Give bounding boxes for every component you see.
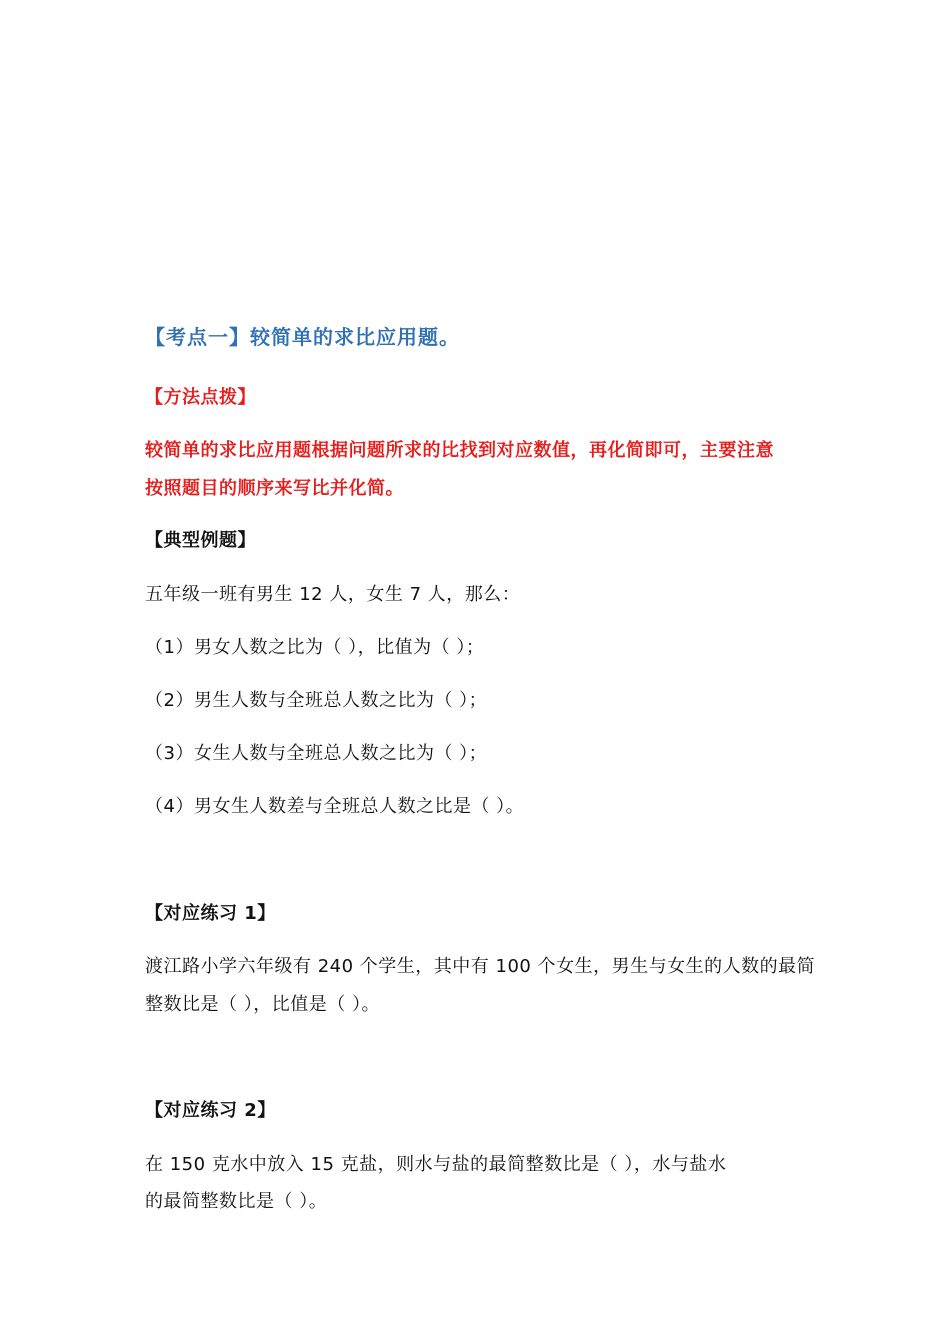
practice1-line-2: 整数比是（ ），比值是（ ）。 (145, 994, 380, 1015)
practice2-heading: 【对应练习 2】 (145, 1100, 276, 1121)
example-heading: 【典型例题】 (145, 530, 256, 551)
practice2-line-1: 在 150 克水中放入 15 克盐，则水与盐的最简整数比是（ ），水与盐水 (145, 1154, 727, 1175)
practice1-heading: 【对应练习 1】 (145, 903, 276, 924)
practice2-line-2: 的最简整数比是（ ）。 (145, 1191, 328, 1212)
method-line-2: 按照题目的顺序来写比并化简。 (145, 478, 404, 499)
practice1-line-1: 渡江路小学六年级有 240 个学生，其中有 100 个女生，男生与女生的人数的最简 (145, 956, 816, 977)
topic-title: 【考点一】较简单的求比应用题。 (145, 325, 460, 349)
example-question-1: （1）男女人数之比为（ ），比值为（ ）； (145, 637, 485, 658)
method-heading: 【方法点拨】 (145, 387, 256, 408)
example-question-2: （2）男生人数与全班总人数之比为（ ）； (145, 690, 488, 711)
example-intro: 五年级一班有男生 12 人，女生 7 人，那么： (145, 584, 521, 605)
example-question-3: （3）女生人数与全班总人数之比为（ ）； (145, 743, 488, 764)
example-question-4: （4）男女生人数差与全班总人数之比是（ ）。 (145, 796, 525, 817)
method-line-1: 较简单的求比应用题根据问题所求的比找到对应数值，再化简即可，主要注意 (145, 440, 774, 461)
